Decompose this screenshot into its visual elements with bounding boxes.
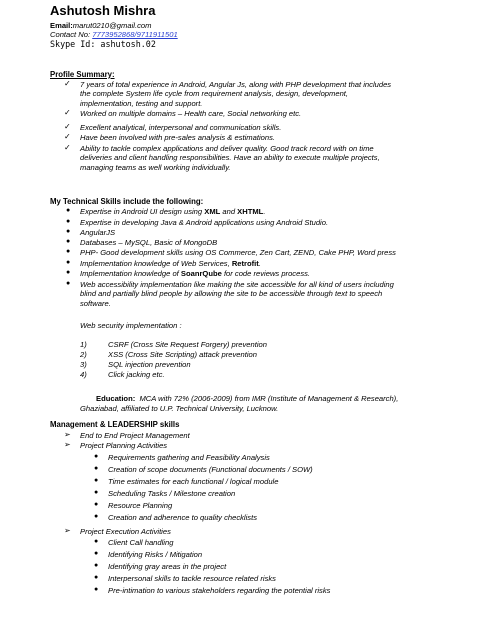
skill-text: Expertise in Android UI design using: [80, 207, 205, 216]
security-item-number: 1): [80, 340, 87, 349]
contact-line: [50, 30, 178, 39]
bullet-icon: ●: [66, 218, 71, 225]
candidate-name: Ashutosh Mishra: [50, 3, 156, 18]
profile-summary-line: Worked on multiple domains – Health care, Social networking etc.: [80, 109, 302, 118]
execution-item: Client Call handling: [108, 538, 174, 547]
education-line-1: [96, 394, 398, 403]
skill-line: [80, 228, 480, 237]
planning-item: Time estimates for each functional / logical module: [108, 477, 279, 486]
bullet-icon: ●: [66, 280, 71, 287]
bullet-icon: ●: [66, 238, 71, 245]
bullet-icon: ●: [94, 562, 99, 569]
technical-skills-heading: My Technical Skills include the following:: [50, 197, 204, 206]
contact-number-link[interactable]: 7773952868/9711911501: [92, 30, 178, 39]
skill-keyword: XML: [204, 207, 221, 216]
skill-text: Expertise in developing Java & Android applications using Android Studio.: [80, 218, 329, 227]
check-icon: ✓: [64, 143, 71, 152]
web-security-heading: Web security implementation :: [80, 321, 182, 330]
planning-item: Scheduling Tasks / Milestone creation: [108, 489, 236, 498]
profile-summary-line: managing teams as well working individually.: [80, 162, 231, 172]
skill-keyword: Retrofit: [231, 259, 259, 268]
skill-text: PHP- Good development skills using OS Commerce, Zen Cart, ZEND, Cake PHP, Word press: [80, 248, 396, 257]
skill-text: .: [258, 259, 261, 268]
check-icon: ✓: [64, 132, 71, 141]
security-item: XSS (Cross Site Scripting) attack prevention: [108, 350, 257, 359]
bullet-icon: ●: [66, 259, 71, 266]
skill-line: [80, 248, 480, 257]
bullet-icon: ●: [94, 586, 99, 593]
profile-summary-heading: Profile Summary:: [50, 70, 115, 79]
arrow-bullet-icon: ➢: [64, 440, 71, 449]
education-line-2: Ghaziabad, affiliated to U.P. Technical University, Lucknow.: [80, 404, 279, 413]
email-line: [50, 21, 151, 30]
skill-keyword: XHTML: [237, 207, 264, 216]
contact-label: Contact No:: [50, 30, 91, 39]
skill-text: and: [220, 207, 238, 216]
education-degree: MCA with 72% (2006-2009) from IMR (Institute of Management & Research),: [139, 394, 399, 403]
skill-keyword: SoanrQube: [180, 269, 222, 278]
skill-text: .: [263, 207, 266, 216]
skill-text: for code reviews process.: [221, 269, 311, 278]
skill-line: blind and partially blind people by allowing the site to be accessible through text to speech: [80, 289, 383, 299]
check-icon: ✓: [64, 79, 71, 88]
skype-id: Skype Id: ashutosh.02: [50, 39, 156, 49]
arrow-bullet-icon: ➢: [64, 430, 71, 439]
execution-item: Identifying gray areas in the project: [108, 562, 227, 571]
skill-text: Databases – MySQL, Basic of MongoDB: [80, 238, 218, 247]
planning-item: Creation and adherence to quality checklists: [108, 513, 258, 522]
planning-item: Requirements gathering and Feasibility Analysis: [108, 453, 270, 462]
education-label: Education:: [96, 394, 136, 403]
skill-line: [80, 238, 480, 247]
skill-line: [80, 259, 480, 268]
arrow-bullet-icon: ➢: [64, 526, 71, 535]
profile-summary-line: implementation, testing and support.: [80, 98, 203, 108]
skill-line: [80, 269, 480, 278]
bullet-icon: ●: [94, 574, 99, 581]
profile-summary-line: deliveries and client handling responsibilities. Have an ability to execute multiple projects,: [80, 153, 380, 163]
bullet-icon: ●: [66, 248, 71, 255]
bullet-icon: ●: [94, 489, 99, 496]
profile-summary-line: Have been involved with pre-sales analysis & estimations.: [80, 133, 276, 142]
check-icon: ✓: [64, 122, 71, 131]
bullet-icon: ●: [66, 207, 71, 214]
security-item-number: 2): [80, 350, 87, 359]
skill-line: [80, 218, 480, 227]
security-item-number: 4): [80, 370, 87, 379]
profile-summary-line: Ability to tackle complex applications and deliver quality. Good track record with on time: [80, 144, 374, 153]
email-label: Email:: [50, 21, 73, 30]
security-item: SQL injection prevention: [108, 360, 191, 369]
management-heading: Management & LEADERSHIP skills: [50, 420, 180, 429]
bullet-icon: ●: [94, 501, 99, 508]
email-value: marut0210@gmail.com: [72, 21, 152, 30]
security-item: CSRF (Cross Site Request Forgery) prevention: [108, 340, 267, 349]
bullet-icon: ●: [66, 228, 71, 235]
bullet-icon: ●: [94, 477, 99, 484]
execution-heading: Project Execution Activities: [80, 527, 171, 536]
profile-summary-line: 7 years of total experience in Android, Angular Js, along with PHP development that includes: [80, 80, 392, 89]
management-item: End to End Project Management: [80, 431, 190, 440]
execution-item: Interpersonal skills to tackle resource related risks: [108, 574, 276, 583]
security-item: Click jacking etc.: [108, 370, 165, 379]
bullet-icon: ●: [66, 269, 71, 276]
security-item-number: 3): [80, 360, 87, 369]
profile-summary-line: Excellent analytical, interpersonal and communication skills.: [80, 123, 282, 132]
management-item: Project Planning Activities: [80, 441, 168, 450]
skill-text: AngularJS: [80, 228, 116, 237]
bullet-icon: ●: [94, 550, 99, 557]
planning-item: Resource Planning: [108, 501, 173, 510]
skill-line: software.: [80, 298, 111, 308]
bullet-icon: ●: [94, 453, 99, 460]
execution-item: Identifying Risks / Mitigation: [108, 550, 203, 559]
planning-item: Creation of scope documents (Functional documents / SOW): [108, 465, 313, 474]
bullet-icon: ●: [94, 465, 99, 472]
execution-item: Pre-intimation to various stakeholders regarding the potential risks: [108, 586, 331, 595]
check-icon: ✓: [64, 108, 71, 117]
bullet-icon: ●: [94, 538, 99, 545]
skill-line: Web accessibility implementation like making the site accessible for all kind of users including: [80, 280, 394, 289]
bullet-icon: ●: [94, 513, 99, 520]
skill-line: [80, 207, 480, 216]
skill-text: Implementation knowledge of: [80, 269, 181, 278]
profile-summary-line: the complete System life cycle from requirement analysis, design, development,: [80, 89, 349, 99]
skill-text: Implementation knowledge of Web Services,: [80, 259, 232, 268]
